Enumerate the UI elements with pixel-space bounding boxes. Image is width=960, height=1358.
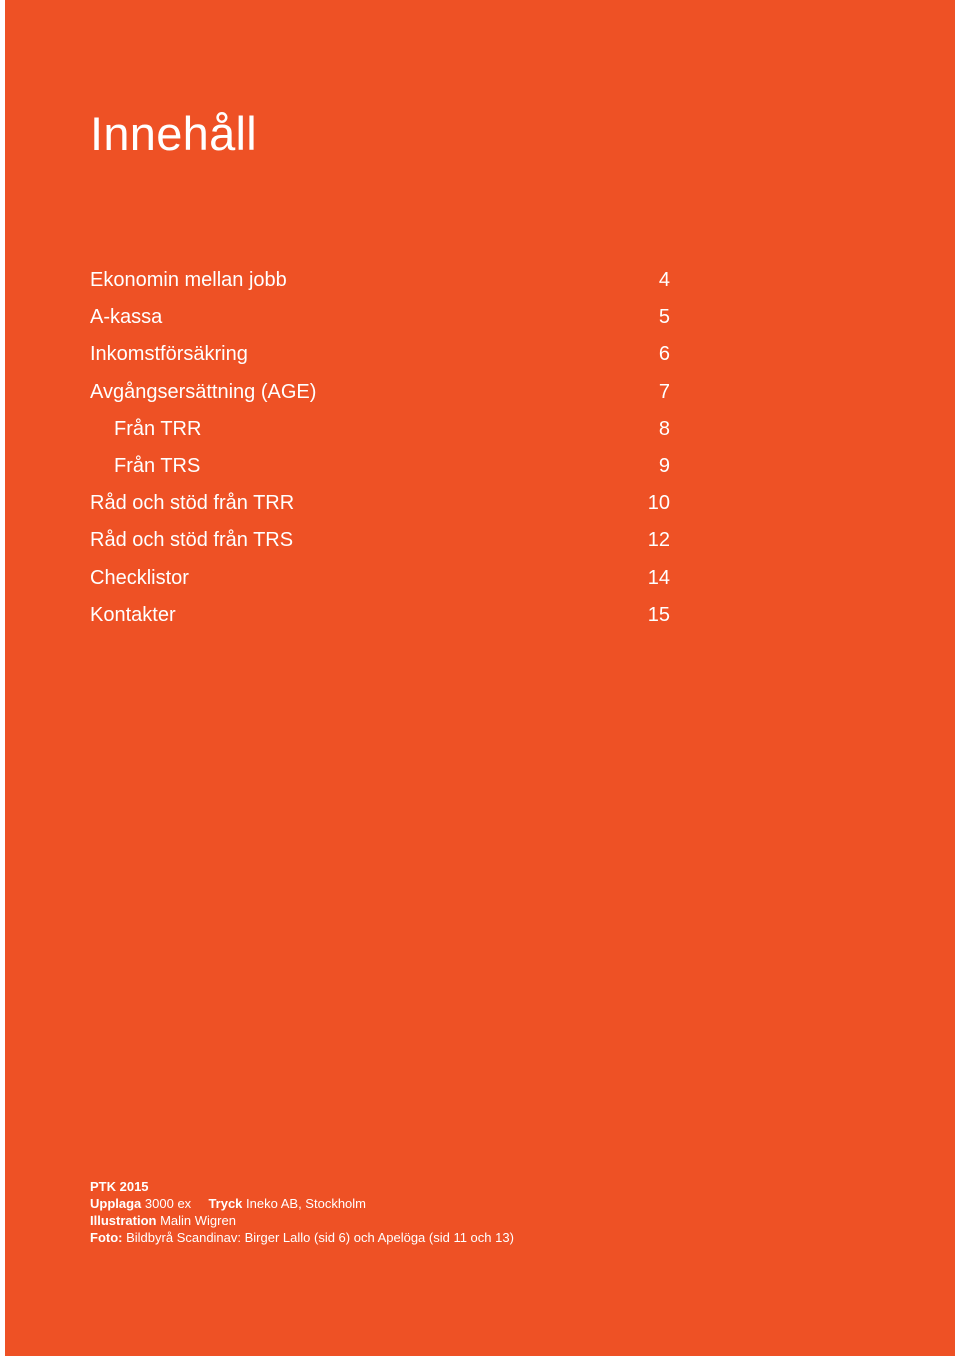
toc-item-page: 12 [647,529,670,552]
page-title: Innehåll [90,107,258,160]
toc-item-inkomstforsakring[interactable] [90,336,670,373]
toc-item-page: 15 [647,603,670,626]
toc-subitem-fran-trr[interactable] [90,411,670,448]
colophon-illustration-value: Malin Wigren [160,1213,236,1228]
toc-item-page: 6 [658,343,670,366]
colophon-print-run-label: Upplaga [90,1196,142,1211]
toc-item-label: Råd och stöd från TRS [90,529,294,552]
colophon-edition: PTK 2015 [90,1179,149,1194]
toc-item-label: Kontakter [90,603,176,626]
colophon-print-line [90,1195,514,1212]
toc-item-label: Från TRR [114,417,202,440]
toc-item-checklistor[interactable] [90,560,670,597]
colophon-illustration-line [90,1212,514,1229]
toc-item-page: 5 [658,306,670,329]
colophon-print-run-value: 3000 ex [144,1196,192,1211]
toc-item-avgangsersattning[interactable] [90,374,670,411]
document-page [5,0,955,1356]
toc-item-ekonomin[interactable] [90,262,670,299]
toc-subitem-fran-trs[interactable] [90,448,670,485]
colophon-photo-label: Foto: [90,1230,123,1245]
colophon-photo-line [90,1229,514,1246]
toc-item-a-kassa[interactable] [90,299,670,336]
toc-item-label: Avgångsersättning (AGE) [90,380,317,403]
toc-item-label: Inkomstförsäkring [90,343,248,366]
toc-item-page: 7 [658,380,670,403]
toc-item-page: 8 [658,417,670,440]
toc-item-page: 14 [647,566,670,589]
toc-item-page: 9 [658,454,670,477]
toc-item-label: A-kassa [90,306,163,329]
colophon [90,1178,514,1246]
colophon-photo-value: Bildbyrå Scandinav: Birger Lallo (sid 6) och Apelöga (sid 11 och 13) [126,1230,514,1245]
colophon-edition-line [90,1178,514,1195]
toc-item-page: 4 [658,269,670,291]
toc-item-rad-trr[interactable] [90,485,670,522]
colophon-printer-label: Tryck [208,1196,243,1211]
toc-item-kontakter[interactable] [90,597,670,634]
toc-item-label: Ekonomin mellan jobb [90,269,287,291]
colophon-printer-value: Ineko AB, Stockholm [246,1196,366,1211]
toc-item-label: Från TRS [114,454,201,477]
toc-item-label: Checklistor [90,566,189,589]
colophon-illustration-label: Illustration [90,1213,157,1228]
toc-item-page: 10 [647,492,670,515]
toc-item-label: Råd och stöd från TRR [90,492,295,515]
toc-item-rad-trs[interactable] [90,522,670,559]
table-of-contents [90,262,670,634]
